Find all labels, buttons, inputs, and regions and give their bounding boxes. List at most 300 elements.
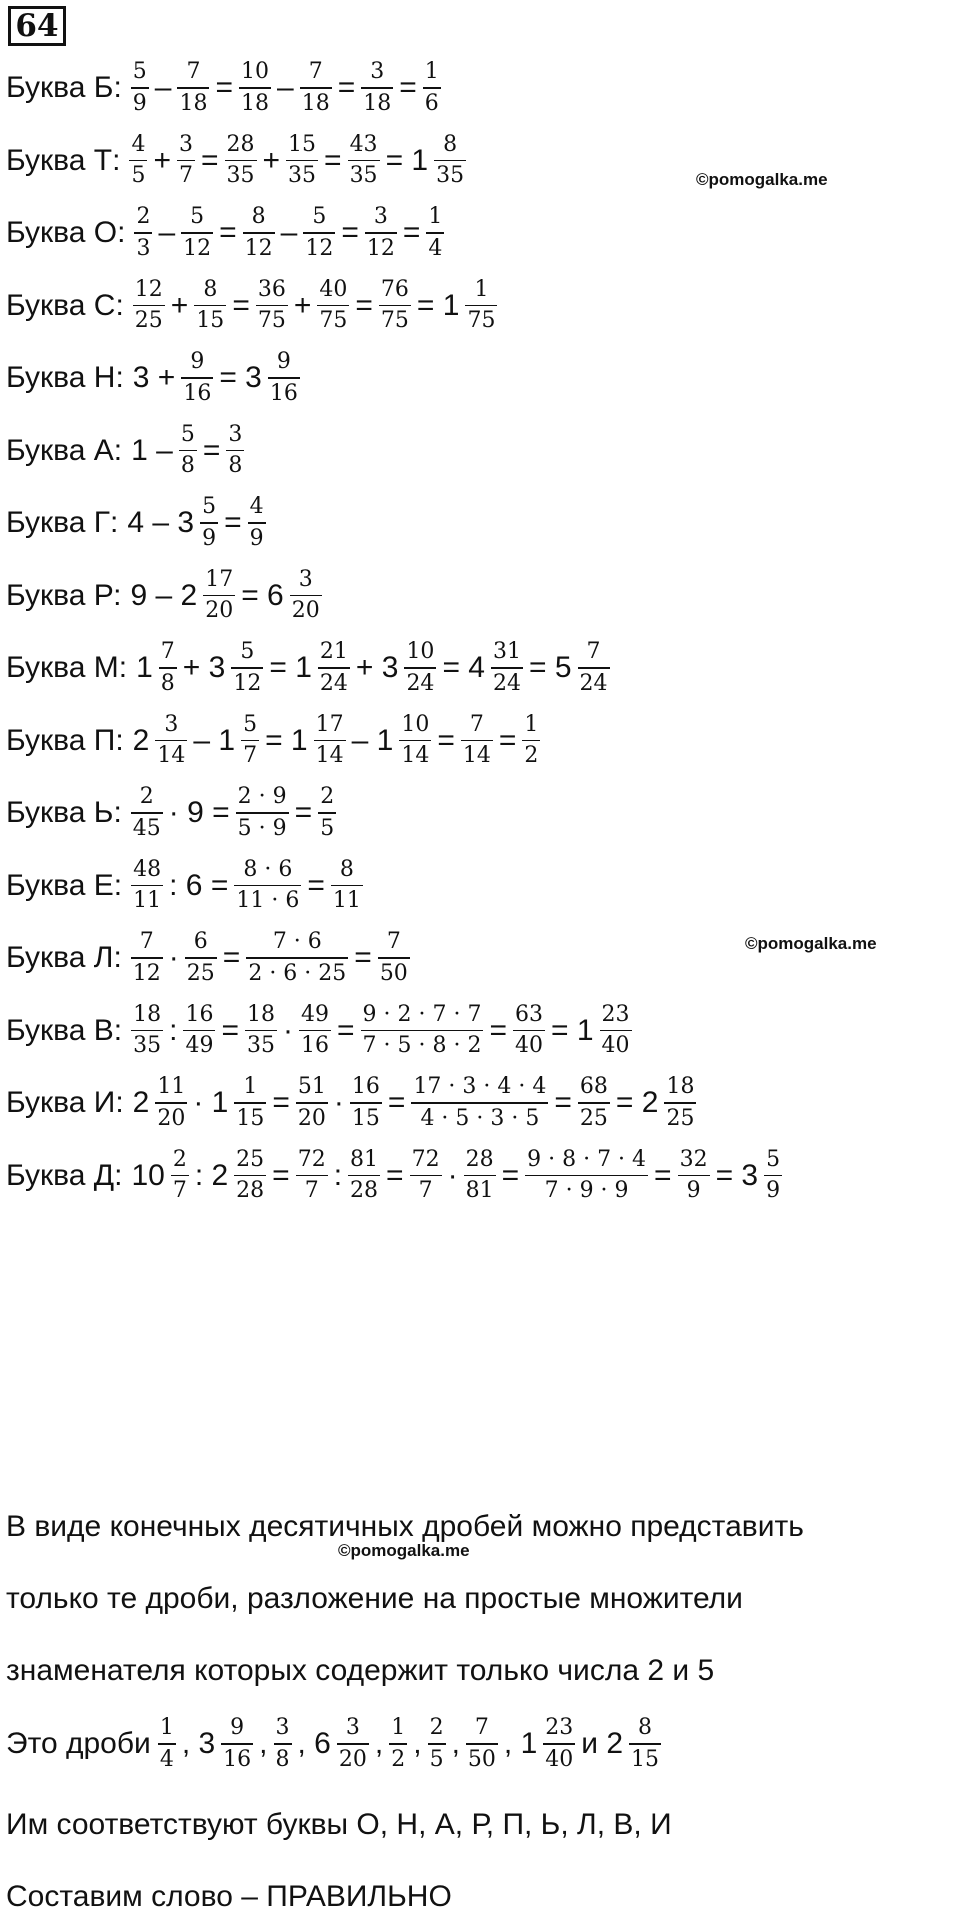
letter-label: Буква О: [6,216,126,249]
denominator: 50 [379,960,408,986]
denominator: 2 [524,743,539,769]
fraction [177,59,209,117]
fraction-bar [290,595,322,597]
denominator: 20 [338,1746,367,1772]
denominator: 24 [492,670,521,696]
numerator: 2 [136,204,151,230]
fraction [600,1002,632,1060]
fraction-bar [600,1030,632,1032]
fraction [664,1074,696,1132]
fraction [300,59,332,117]
denominator: 14 [315,743,344,769]
math-text: = [221,1013,239,1047]
fractions-list [155,1715,664,1773]
fraction-bar [246,957,348,959]
fraction [159,639,177,697]
fraction [361,1002,484,1060]
numerator: 8 [443,131,458,157]
fraction-bar [181,377,213,379]
numerator: 10 [401,711,430,737]
fraction [234,1147,266,1205]
numerator: 76 [380,276,409,302]
numerator: 23 [601,1001,630,1027]
math-expression [128,929,413,987]
fraction [379,277,411,335]
denominator: 5 [131,163,146,189]
fraction-bar [513,1030,545,1032]
denominator: 15 [196,308,225,334]
math-text: = 1 [265,723,308,757]
fraction [348,132,380,190]
math-text: – [158,216,176,249]
math-text: 2 [132,723,150,757]
denominator: 5 [429,1746,444,1772]
numerator: 3 [178,131,193,157]
fraction [131,784,163,842]
fraction [350,1074,382,1132]
fraction-bar [248,522,266,524]
letter-label: Буква Д: [6,1158,123,1192]
fraction-bar [200,522,218,524]
fraction-bar [234,885,301,887]
fraction-bar [129,160,147,162]
fraction [203,567,235,625]
denominator: 20 [157,1105,186,1131]
fraction-bar [491,667,523,669]
fraction [434,132,466,190]
fraction-bar [159,667,177,669]
fraction-bar [465,305,497,307]
fraction-bar [423,87,441,89]
fractions-line [6,1700,664,1788]
fraction [171,1147,189,1205]
denominator: 9 [249,525,264,551]
denominator: 4 [428,235,443,261]
fraction-bar [131,812,163,814]
denominator: 5 [320,815,335,841]
fraction [303,204,335,262]
numerator: 16 [351,1074,380,1100]
math-expression [127,567,324,625]
numerator: 23 [545,1715,574,1741]
fraction [466,1715,498,1773]
math-text: + 3 [355,651,399,684]
letter-label: Буква Е: [6,868,123,902]
math-text: 2 [132,1086,150,1119]
math-text: · 9 = [168,796,230,829]
denominator: 15 [236,1105,265,1131]
math-text: – 1 [193,723,236,757]
letter-label: Буква С: [6,288,124,322]
math-text: = [498,723,517,757]
fraction [183,1002,215,1060]
denominator: 5 · 9 [237,815,287,841]
letter-label: Буква Ь: [6,796,122,829]
math-text: , [259,1727,268,1760]
numerator: 5 [202,494,217,520]
fraction-bar [404,667,436,669]
numerator: 43 [349,131,378,157]
fraction-bar [428,1743,446,1745]
denominator: 12 [233,670,262,696]
denominator: 7 [304,1178,319,1204]
denominator: 20 [205,598,234,624]
numerator: 72 [411,1146,440,1172]
numerator: 51 [297,1074,326,1100]
numerator: 81 [350,1146,379,1172]
denominator: 24 [319,670,348,696]
math-text: = [402,216,421,249]
fraction [246,929,348,987]
numerator: 1 [243,1074,258,1100]
math-text: = [324,143,342,177]
denominator: 7 · 9 · 9 [544,1178,629,1204]
denominator: 11 [133,888,162,914]
denominator: 7 [178,163,193,189]
fraction-bar [134,232,152,234]
fraction [236,784,289,842]
fraction [286,132,318,190]
numerator: 3 [370,59,385,85]
denominator: 49 [185,1033,214,1059]
denominator: 7 [418,1178,433,1204]
math-text: и 2 [581,1727,624,1760]
numerator: 5 [312,204,327,230]
fraction-bar [464,1175,496,1177]
denominator: 20 [291,598,320,624]
denominator: 18 [363,90,392,116]
fraction-bar [171,1175,189,1177]
denominator: 14 [462,743,491,769]
numerator: 10 [241,59,270,85]
fraction-bar [241,740,259,742]
fraction-bar [578,667,610,669]
fraction-bar [194,305,226,307]
numerator: 72 [297,1146,326,1172]
numerator: 18 [133,1001,162,1027]
numerator: 2 [320,784,335,810]
fraction-bar [236,812,289,814]
denominator: 75 [257,308,286,334]
fraction [299,1002,331,1060]
fraction [318,639,350,697]
fraction-bar [185,957,217,959]
math-text: = [337,71,356,104]
numerator: 7 [160,639,175,665]
fraction [296,1074,328,1132]
math-text: = 3 [715,1158,759,1192]
denominator: 16 [269,380,298,406]
numerator: 5 [243,711,258,737]
numerator: 9 · 2 · 7 · 7 [362,1001,482,1027]
numerator: 7 [469,711,484,737]
numerator: 11 [157,1074,186,1100]
paragraph-line: знаменателя которых содержит только числа 2 и 5 [6,1654,715,1687]
fraction-bar [399,740,431,742]
fraction-bar [177,160,195,162]
numerator: 28 [465,1146,494,1172]
fraction [426,204,444,262]
math-text: = [224,506,242,539]
numerator: 3 [373,204,388,230]
fraction [578,639,610,697]
math-text: · 1 [193,1086,229,1119]
fraction [234,857,301,915]
math-text: + [153,143,171,177]
fraction [389,1715,407,1773]
watermark: ©pomogalka.me [696,170,828,189]
fraction [274,1715,292,1773]
fraction [317,277,349,335]
fraction-bar [234,1102,266,1104]
fraction-bar [578,1102,610,1104]
letter-label: Буква А: [6,433,123,467]
fraction [155,712,187,770]
denominator: 14 [401,743,430,769]
denominator: 14 [157,743,186,769]
math-text: = [341,216,359,249]
fraction-bar [348,1175,380,1177]
math-text: : 2 [194,1158,229,1192]
fraction-bar [286,160,318,162]
denominator: 6 [424,90,439,116]
math-text: 3 + [132,361,176,394]
fraction [764,1147,782,1205]
denominator: 35 [288,163,317,189]
numerator: 9 [276,349,291,375]
denominator: 8 [275,1746,290,1772]
math-expression [130,277,501,335]
math-expression [128,59,444,117]
numerator: 68 [579,1074,608,1100]
denominator: 4 · 5 · 3 · 5 [420,1105,540,1131]
math-text: = [501,1158,520,1192]
fraction [491,639,523,697]
numerator: 3 [275,1715,290,1741]
fraction [410,1147,442,1205]
fraction-bar [203,595,235,597]
fraction-bar [629,1743,661,1745]
math-text: = [215,71,234,104]
math-text: – [154,71,172,104]
math-text: = 1 [416,288,460,322]
denominator: 12 [366,235,395,261]
fraction-bar [318,812,336,814]
fraction [365,204,397,262]
math-text: = [489,1013,507,1047]
denominator: 12 [183,235,212,261]
denominator: 35 [133,1033,162,1059]
fraction [155,1074,187,1132]
fraction [331,857,363,915]
numerator: 25 [236,1146,265,1172]
numerator: 2 [139,784,154,810]
fraction-bar [361,1030,484,1032]
fraction-bar [131,957,163,959]
numerator: 7 · 6 [272,929,322,955]
math-text: = 5 [528,651,572,684]
denominator: 75 [319,308,348,334]
letter-label: Буква М: [6,651,128,684]
math-text: = [386,1158,404,1192]
fraction-bar [461,740,493,742]
fraction [522,712,540,770]
fraction-bar [239,87,271,89]
numerator: 8 · 6 [243,856,293,882]
fraction-bar [226,450,244,452]
fraction [629,1715,661,1773]
math-text: , [374,1727,384,1760]
fraction [245,1002,277,1060]
numerator: 1 [474,276,489,302]
denominator: 75 [467,308,496,334]
numerator: 48 [133,856,162,882]
math-expression [128,422,247,480]
numerator: 17 [315,711,344,737]
math-text: = 4 [442,651,485,684]
math-text: · [168,941,179,974]
letter-label: Буква Г: [6,506,119,539]
fraction [461,712,493,770]
fraction-bar [221,1743,253,1745]
numerator: 2 · 9 [237,784,287,810]
fraction [134,204,152,262]
math-text: = [355,288,373,322]
fraction-bar [256,305,288,307]
denominator: 35 [349,163,378,189]
math-text: = [232,288,250,322]
solution-line [6,1132,785,1220]
numerator: 28 [226,131,255,157]
math-text: = [294,796,313,829]
denominator: 9 [202,525,217,551]
denominator: 9 [132,90,147,116]
math-text: = 1 [269,651,312,684]
fraction-bar [299,1030,331,1032]
numerator: 8 [638,1715,653,1741]
fraction-bar [179,450,197,452]
math-text: · [283,1013,293,1047]
numerator: 5 [240,639,255,665]
fraction [378,929,410,987]
math-text: 4 – 3 [127,506,195,539]
fraction-bar [274,1743,292,1745]
math-expression [128,784,339,842]
fraction-bar [158,1743,176,1745]
denominator: 7 · 5 · 8 · 2 [362,1033,482,1059]
denominator: 8 [160,670,175,696]
math-text: = 3 [219,361,262,394]
fraction-bar [177,87,209,89]
math-text: + 3 [182,651,226,684]
letter-label: Буква Т: [6,143,121,177]
numerator: 63 [515,1001,543,1027]
math-text: = [222,941,241,974]
math-expression [124,494,268,552]
denominator: 75 [380,308,409,334]
math-expression [128,1147,785,1205]
paragraph-line: только те дроби, разложение на простые множители [6,1582,743,1615]
math-text: = [219,216,237,249]
denominator: 35 [436,163,465,189]
numerator: 36 [257,276,286,302]
numerator: 7 [474,1715,489,1741]
denominator: 9 [686,1178,701,1204]
paragraph-line: В виде конечных десятичных дробей можно представить [6,1510,804,1543]
denominator: 8 [180,453,195,479]
fraction-bar [133,305,165,307]
numerator: 2 [172,1146,187,1172]
fraction [129,132,147,190]
numerator: 8 [203,276,218,302]
fraction-bar [411,1102,548,1104]
denominator: 25 [666,1105,695,1131]
numerator: 32 [679,1146,708,1172]
math-text: · [447,1158,458,1192]
fraction [314,712,346,770]
fraction [399,712,431,770]
denominator: 35 [247,1033,275,1059]
numerator: 1 [424,59,439,85]
denominator: 11 · 6 [236,888,300,914]
math-text: 10 [131,1158,165,1192]
fraction [243,204,275,262]
fraction [241,712,259,770]
numerator: 5 [180,421,195,447]
letter-label: Буква Н: [6,361,124,394]
math-text: = 6 [241,578,284,612]
math-expression [131,204,447,262]
numerator: 8 [251,204,266,230]
fraction-bar [365,232,397,234]
numerator: 1 [159,1715,174,1741]
fraction-bar [155,740,187,742]
denominator: 20 [297,1105,326,1131]
fraction [231,639,263,697]
numerator: 3 [164,711,179,737]
math-text: , 3 [181,1727,216,1760]
fraction [543,1715,575,1773]
numerator: 1 [391,1715,406,1741]
numerator: 6 [193,929,208,955]
fraction-bar [131,87,149,89]
denominator: 16 [223,1746,252,1772]
denominator: 7 [243,743,258,769]
math-text: · [333,1086,344,1119]
fraction-bar [243,232,275,234]
fraction-bar [678,1175,710,1177]
letters-text: Им соответствуют буквы О, Н, А, Р, П, Ь, Л, В, И [6,1808,672,1841]
fraction-bar [296,1175,328,1177]
numerator: 4 [131,131,146,157]
fraction [131,1002,163,1060]
math-expression [128,1002,634,1060]
letter-label: Буква Л: [6,941,122,974]
denominator: 40 [515,1033,543,1059]
denominator: 11 [332,888,361,914]
fraction [131,929,163,987]
math-text: : [169,1013,178,1047]
fraction-bar [303,232,335,234]
math-text: 1 [136,651,153,684]
fraction-bar [522,740,540,742]
math-expression [130,1074,700,1132]
watermark: ©pomogalka.me [745,934,877,953]
fraction [318,784,336,842]
math-text: = 1 [385,143,429,177]
fraction [256,277,288,335]
denominator: 25 [579,1105,608,1131]
